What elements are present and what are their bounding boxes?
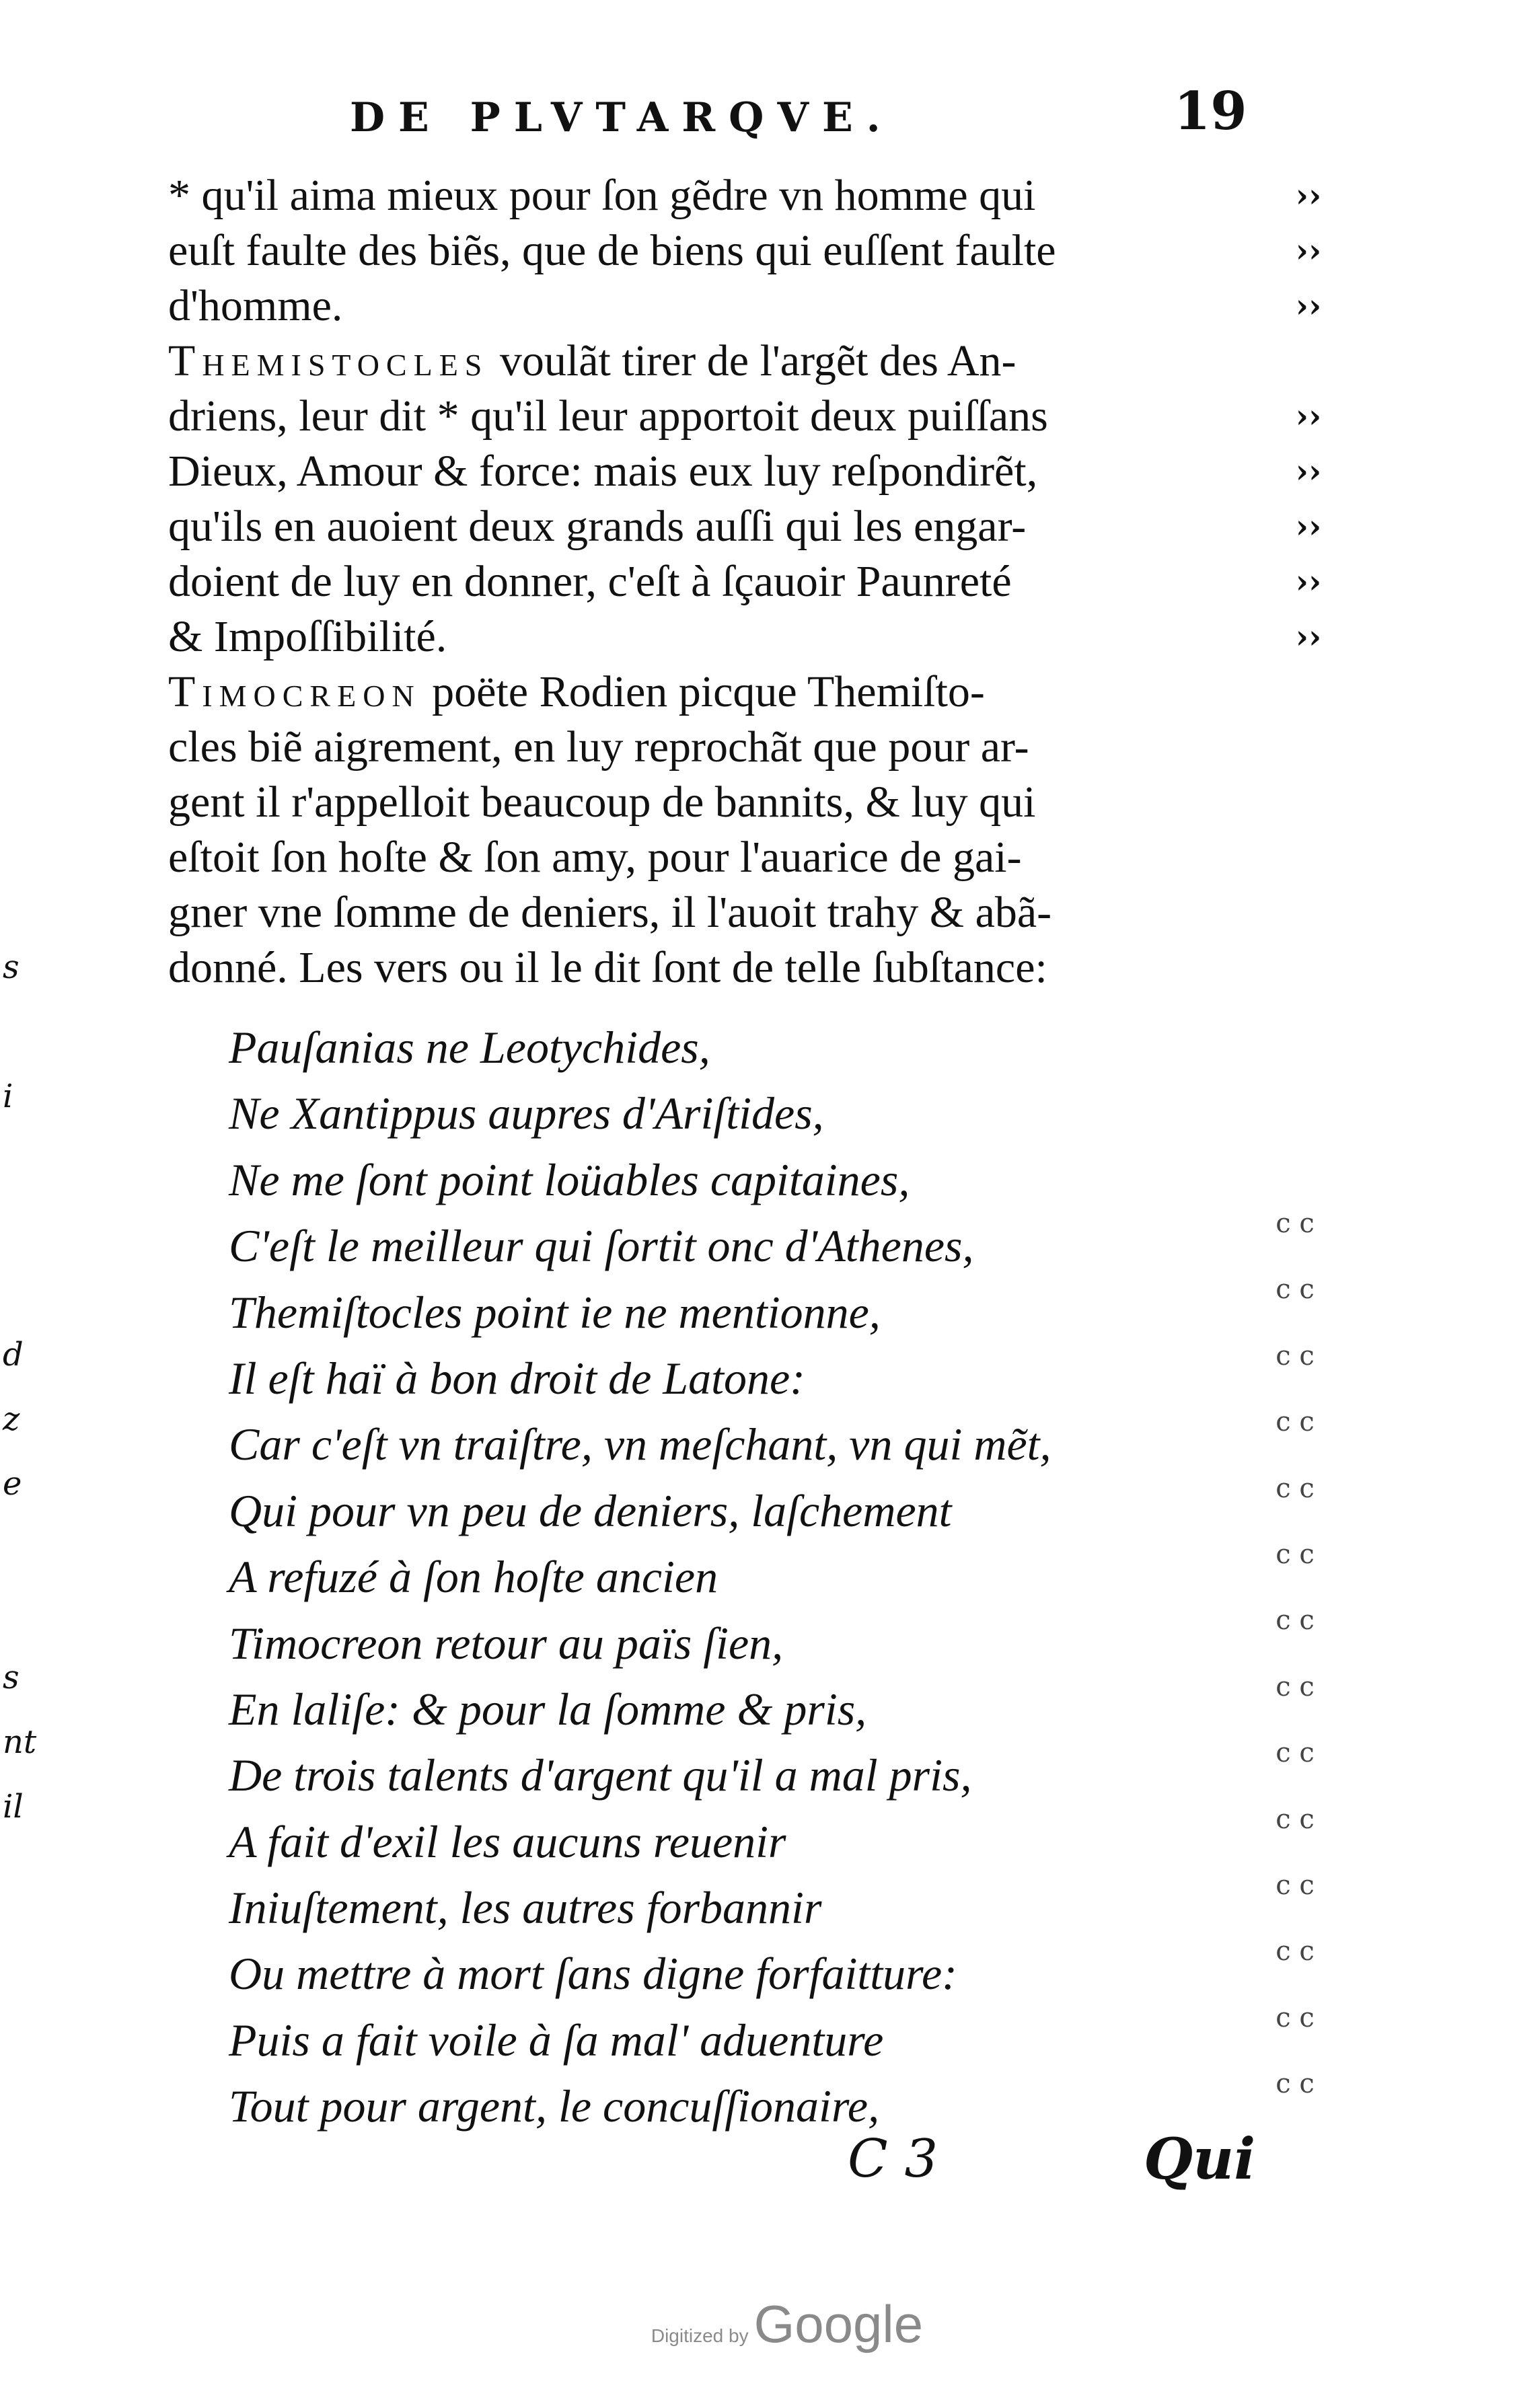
edge-fragment: i bbox=[3, 1078, 13, 1115]
edge-fragment: e bbox=[3, 1465, 22, 1503]
quotation-margin bbox=[1278, 168, 1339, 665]
verse-line: A fait d'exil les aucuns reuenir bbox=[229, 1815, 786, 1867]
name-themistocles: Themistocles bbox=[168, 336, 489, 385]
prose-line: qu'ils en auoient deux grands auſſi qui les engar- bbox=[168, 502, 1027, 551]
verse-quote-mark: c c bbox=[1276, 1538, 1315, 1570]
prose-line: euſt faulte des biẽs, que de biens qui euſſent faulte bbox=[168, 226, 1056, 275]
quote-mark: ›› bbox=[1295, 398, 1322, 435]
prose-line: gent il r'appelloit beaucoup de bannits, & luy qui bbox=[168, 778, 1036, 827]
verse-line: A refuzé à ſon hoſte ancien bbox=[229, 1551, 718, 1603]
name-timocreon: Timocreon bbox=[168, 667, 421, 716]
verse-line: En laliſe: & pour la ſomme & pris, bbox=[229, 1683, 867, 1735]
verse-line: Car c'eſt vn traiſtre, vn meſchant, vn qui mẽt, bbox=[229, 1419, 1051, 1470]
quote-mark: ›› bbox=[1295, 232, 1322, 270]
prose-line: doient de luy en donner, c'eſt à ſçauoir Paunreté bbox=[168, 557, 1012, 606]
watermark-brand: Google bbox=[753, 2294, 924, 2354]
edge-fragment: il bbox=[3, 1788, 24, 1826]
signature-mark: C 3 bbox=[848, 2129, 938, 2189]
catchword: Qui bbox=[1144, 2125, 1256, 2192]
edge-fragment bbox=[3, 1581, 30, 1645]
verse-quote-mark: c c bbox=[1276, 1671, 1315, 1702]
prose-line bbox=[168, 334, 1271, 389]
prose-line: d'homme. bbox=[168, 281, 343, 330]
verse-block bbox=[229, 1014, 1278, 2140]
prose-line: donné. Les vers ou il le dit ſont de telle ſubſtance: bbox=[168, 943, 1047, 992]
quote-mark: ›› bbox=[1295, 508, 1322, 545]
verse-quote-mark: c c bbox=[1276, 1803, 1315, 1835]
prose-line: gner vne ſomme de deniers, il l'auoit trahy & abã- bbox=[168, 888, 1052, 937]
quote-mark: ›› bbox=[1295, 618, 1322, 656]
watermark-digitized: Digitized by bbox=[651, 2325, 749, 2346]
prose-line: Dieux, Amour & force: mais eux luy reſpondirẽt, bbox=[168, 447, 1038, 496]
verse-quote-mark: c c bbox=[1276, 1936, 1315, 1967]
edge-fragment: s bbox=[3, 1659, 20, 1696]
verse-line: Iniuſtement, les autres forbannir bbox=[229, 1882, 822, 1934]
verse-line: Themiſtocles point ie ne mentionne, bbox=[229, 1286, 881, 1338]
verse-line: Il eſt haï à bon droit de Latone: bbox=[229, 1352, 805, 1404]
page-number: 19 bbox=[1174, 81, 1247, 142]
prose-line: & Impoſſibilité. bbox=[168, 612, 447, 661]
verse-quote-mark: c c bbox=[1276, 1472, 1315, 1504]
verse-line: Timocreon retour au païs ſien, bbox=[229, 1617, 784, 1669]
verse-quote-mark: c c bbox=[1276, 1869, 1315, 1901]
prose-block bbox=[168, 168, 1271, 995]
verse-quote-mark: c c bbox=[1276, 1737, 1315, 1769]
verse-line: De trois talents d'argent qu'il a mal pris, bbox=[229, 1749, 972, 1801]
prose-line-text: poëte Rodien picque Themiſto- bbox=[432, 667, 985, 716]
verse-quote-mark: c c bbox=[1276, 2002, 1315, 2033]
verse-line: Ne me ſont point loüables capitaines, bbox=[229, 1154, 910, 1205]
verse-line: Tout pour argent, le concuſſionaire, bbox=[229, 2080, 880, 2132]
edge-fragment bbox=[3, 1516, 30, 1581]
verse-quote-mark: c c bbox=[1276, 1340, 1315, 1371]
verse-line: Pauſanias ne Leotychides, bbox=[229, 1022, 710, 1073]
bleed-through-margin bbox=[3, 935, 37, 1839]
edge-fragment: d bbox=[3, 1336, 24, 1374]
verse-line: Ou mettre à mort ſans digne forfaitture: bbox=[229, 1948, 957, 2000]
prose-line: driens, leur dit * qu'il leur apportoit deux puiſſans bbox=[168, 391, 1048, 441]
verse-line: Ne Xantippus aupres d'Ariſtides, bbox=[229, 1088, 824, 1139]
edge-fragment bbox=[3, 1193, 30, 1258]
edge-fragment bbox=[3, 1000, 30, 1064]
verse-quotation-margin bbox=[1271, 1191, 1319, 2117]
quote-mark: ›› bbox=[1295, 287, 1322, 325]
verse-line: Puis a fait voile à ſa mal' aduenture bbox=[229, 2014, 884, 2066]
prose-line: * qu'il aima mieux pour ſon gẽdre vn homme qui bbox=[168, 171, 1036, 220]
verse-quote-mark: c c bbox=[1276, 1274, 1315, 1306]
edge-fragment bbox=[3, 1258, 30, 1322]
edge-fragment: s bbox=[3, 948, 20, 986]
quote-mark bbox=[1278, 334, 1339, 389]
verse-line: C'eſt le meilleur qui ſortit onc d'Athenes, bbox=[229, 1220, 974, 1272]
prose-line bbox=[168, 665, 1271, 720]
prose-line-text: voulãt tirer de l'argẽt des An- bbox=[499, 336, 1017, 385]
verse-quote-mark: c c bbox=[1276, 1605, 1315, 1636]
edge-fragment: nt bbox=[3, 1723, 37, 1761]
prose-line: eſtoit ſon hoſte & ſon amy, pour l'auarice de gai- bbox=[168, 833, 1022, 882]
edge-fragment: z bbox=[3, 1400, 20, 1438]
running-head: DE PLVTARQVE. bbox=[350, 94, 894, 141]
quote-mark: ›› bbox=[1295, 453, 1322, 490]
quote-mark: ›› bbox=[1295, 177, 1322, 215]
prose-line: cles biẽ aigrement, en luy reprochãt que pour ar- bbox=[168, 722, 1029, 772]
verse-line: Qui pour vn peu de deniers, laſchement bbox=[229, 1484, 952, 1536]
verse-quote-mark: c c bbox=[1276, 1208, 1315, 1239]
verse-quote-mark: c c bbox=[1276, 2068, 1315, 2100]
edge-fragment bbox=[3, 1129, 30, 1193]
digitized-watermark bbox=[632, 2294, 942, 2355]
quote-mark: ›› bbox=[1295, 563, 1322, 601]
verse-quote-mark: c c bbox=[1276, 1406, 1315, 1438]
